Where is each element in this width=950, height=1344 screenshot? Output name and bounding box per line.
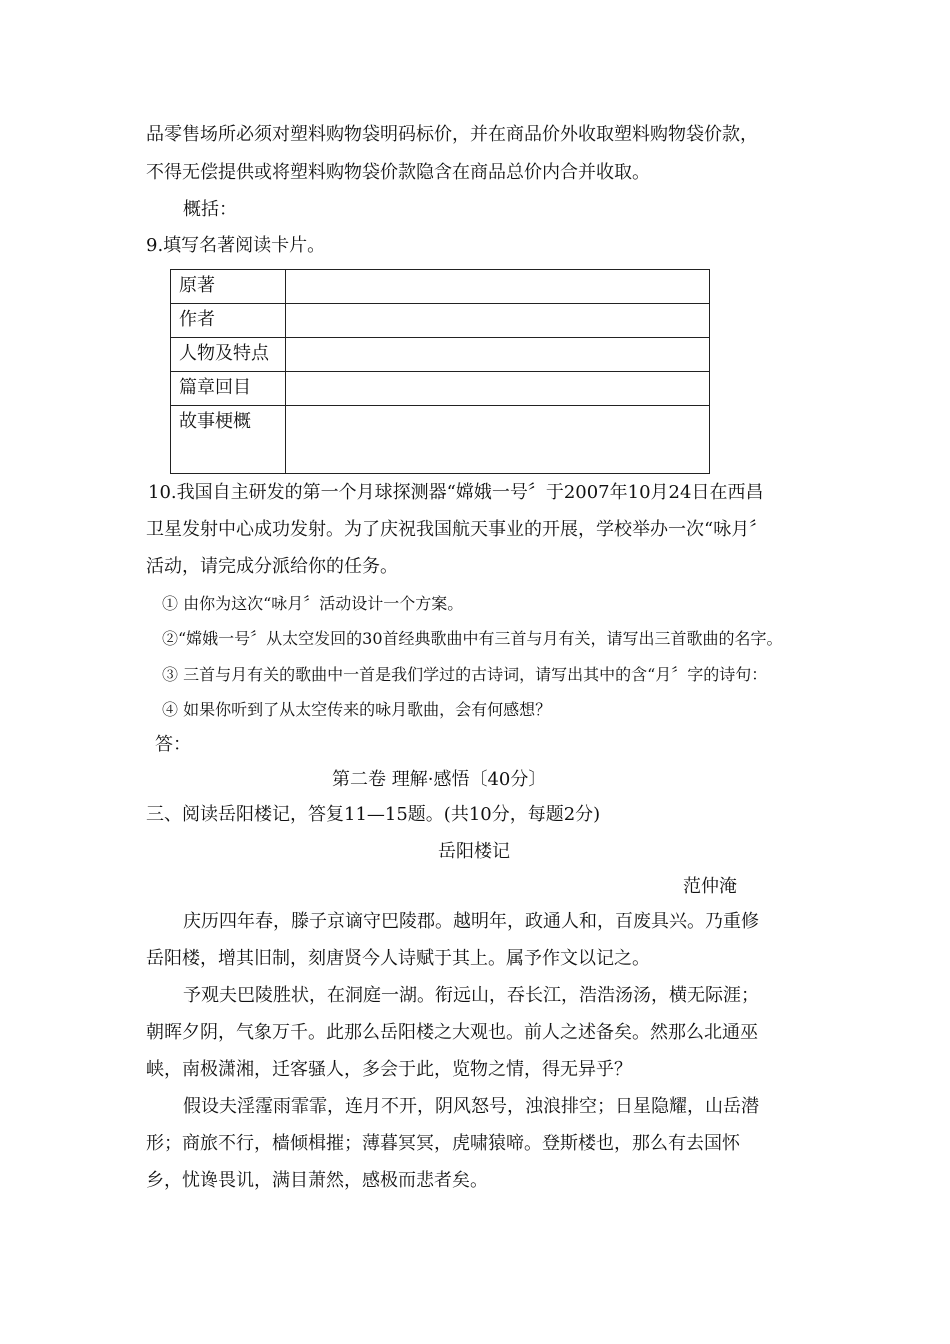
- table-row: [171, 338, 710, 372]
- essay-line: 乡，忧谗畏讥，满目萧然，感极而悲者矣。: [146, 1170, 488, 1191]
- row-value: [286, 270, 710, 304]
- reading-card-table: [170, 269, 710, 474]
- text-line: 不得无偿提供或将塑料购物袋价款隐含在商品总价内合并收取。: [146, 162, 650, 183]
- task-item: ②“嫦娥一号〞从太空发回的30首经典歌曲中有三首与月有关，请写出三首歌曲的名字。: [162, 629, 783, 648]
- row-value: [286, 372, 710, 406]
- table-row: [171, 372, 710, 406]
- essay-line: 形；商旅不行，樯倾楫摧；薄暮冥冥，虎啸猿啼。登斯楼也，那么有去国怀: [146, 1133, 740, 1154]
- table-row: [171, 270, 710, 304]
- row-value: [286, 304, 710, 338]
- essay-line: 庆历四年春，滕子京谪守巴陵郡。越明年，政通人和，百废具兴。乃重修: [183, 911, 759, 932]
- question-10-line: 10.我国自主研发的第一个月球探测器“嫦娥一号〞于2007年10月24日在西昌: [148, 482, 764, 503]
- essay-line: 朝晖夕阴，气象万千。此那么岳阳楼之大观也。前人之述备矣。然那么北通巫: [146, 1022, 758, 1043]
- row-value: [286, 338, 710, 372]
- task-item: ① 由你为这次“咏月〞活动设计一个方案。: [162, 594, 464, 613]
- essay-line: 峡，南极潇湘，迁客骚人，多会于此，览物之情，得无异乎？: [146, 1059, 632, 1080]
- essay-author: 范仲淹: [683, 876, 737, 897]
- row-label: 作者: [171, 304, 286, 338]
- essay-line: 假设夫淫霪雨霏霏，连月不开，阴风怒号，浊浪排空；日星隐耀，山岳潜: [183, 1096, 759, 1117]
- essay-line: 岳阳楼，增其旧制，刻唐贤今人诗赋于其上。属予作文以记之。: [146, 948, 650, 969]
- summary-label: 概括：: [183, 199, 237, 220]
- question-10-line: 活动，请完成分派给你的任务。: [146, 556, 398, 577]
- row-label: 人物及特点: [171, 338, 286, 372]
- task-item: ③ 三首与月有关的歌曲中一首是我们学过的古诗词，请写出其中的含“月〞字的诗句：: [162, 665, 768, 684]
- task-item: ④ 如果你听到了从太空传来的咏月歌曲，会有何感想？: [162, 700, 552, 719]
- table-row: [171, 406, 710, 474]
- table-row: [171, 304, 710, 338]
- question-10-line: 卫星发射中心成功发射。为了庆祝我国航天事业的开展，学校举办一次“咏月〞: [146, 519, 768, 540]
- answer-label: 答：: [155, 734, 191, 755]
- essay-title: 岳阳楼记: [438, 841, 510, 862]
- question-9: 9.填写名著阅读卡片。: [146, 235, 326, 256]
- question-3-heading: 三、阅读岳阳楼记，答复11—15题。(共10分，每题2分): [146, 804, 601, 825]
- row-label: 原著: [171, 270, 286, 304]
- row-value: [286, 406, 710, 474]
- row-label: 篇章回目: [171, 372, 286, 406]
- section-title: 第二卷 理解·感悟〔40分〕: [332, 769, 547, 790]
- text-line: 品零售场所必须对塑料购物袋明码标价，并在商品价外收取塑料购物袋价款，: [146, 124, 758, 145]
- essay-line: 予观夫巴陵胜状，在洞庭一湖。衔远山，吞长江，浩浩汤汤，横无际涯；: [183, 985, 759, 1006]
- row-label: 故事梗概: [171, 406, 286, 474]
